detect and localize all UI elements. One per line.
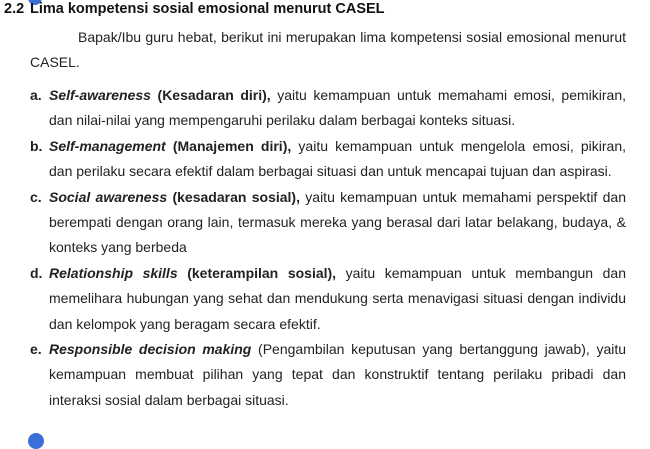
list-item-letter: d. xyxy=(30,264,43,281)
section-number: 2.2 xyxy=(4,1,25,17)
list-item-gloss: (Manajemen diri), xyxy=(172,137,292,154)
list-item-gloss: (keterampilan sosial), xyxy=(187,264,337,281)
list-item-gloss: (Pengambilan keputusan yang bertanggung jawab), xyxy=(258,341,590,358)
list-item-letter: b. xyxy=(30,137,43,154)
list-item-term: Social awareness xyxy=(49,188,168,205)
list-item-letter: e. xyxy=(30,341,42,358)
list-item-self-management xyxy=(30,134,626,185)
list-item-term: Relationship skills xyxy=(49,264,178,281)
selection-marker-bottom xyxy=(28,433,44,449)
list-item-text: yaitu kemampuan membuat pilihan yang tepat dan konstruktif tentang perilaku pribadi dan interaksi sosial dalam berbagai situasi. xyxy=(49,341,627,408)
list-item-letter: c. xyxy=(30,188,42,205)
list-item-social-awareness xyxy=(30,185,626,261)
list-item-responsible-decision-making xyxy=(30,337,626,413)
list-item-relationship-skills xyxy=(30,261,626,337)
list-item-text: yaitu kemampuan untuk membangun dan memelihara hubungan yang sehat dan mendukung serta menavigasi situasi dengan individu dan kelompok yang beragam secara efektif. xyxy=(49,264,626,332)
list-item-term: Responsible decision making xyxy=(49,341,252,358)
list-item-text: yaitu kemampuan untuk memahami perspektif dan berempati dengan orang lain, termasuk mereka yang berasal dari latar belakang, budaya, & konteks yang berbeda xyxy=(49,188,626,256)
list-item-self-awareness xyxy=(30,83,626,134)
list-item-text: yaitu kemampuan untuk mengelola emosi, pikiran, dan perilaku secara efektif dalam berbagai situasi dan untuk mencapai tujuan dan aspirasi. xyxy=(49,137,627,180)
list-item-term: Self-management xyxy=(49,137,166,154)
section-title: Lima kompetensi sosial emosional menurut CASEL xyxy=(30,1,385,17)
list-item-gloss: (kesadaran sosial), xyxy=(172,188,300,205)
section-heading xyxy=(4,0,385,18)
intro-paragraph: Bapak/Ibu guru hebat, berikut ini merupakan lima kompetensi sosial emosional menurut CASEL. xyxy=(30,29,626,70)
list-item-term: Self-awareness xyxy=(49,87,151,103)
list-item-letter: a. xyxy=(30,87,42,103)
list-item-gloss: (Kesadaran diri), xyxy=(157,87,271,103)
list-item-text: yaitu kemampuan untuk memahami emosi, pemikiran, dan nilai-nilai yang mempengaruhi perilaku dalam berbagai konteks situasi. xyxy=(49,87,627,129)
competency-list xyxy=(30,83,626,413)
